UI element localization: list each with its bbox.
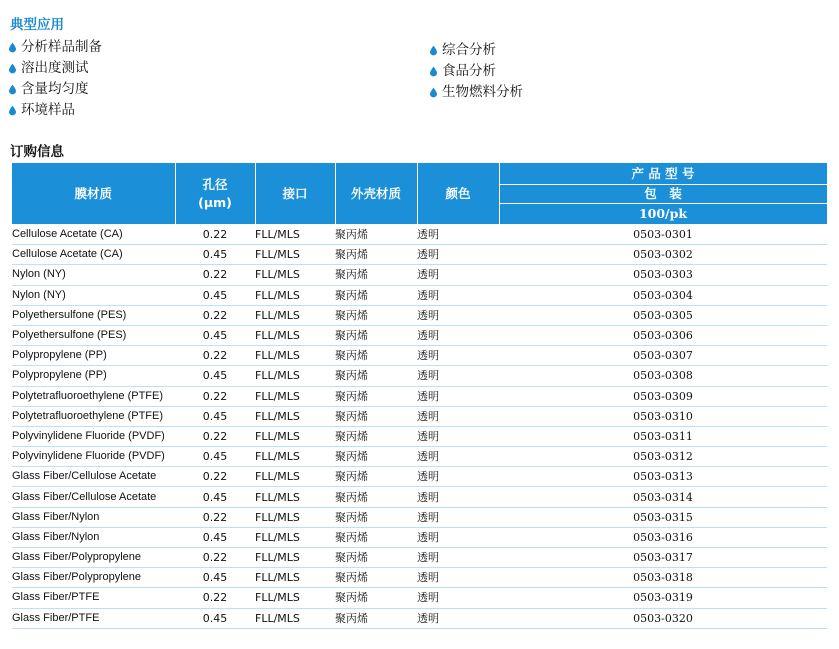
cell-material: Polyvinylidene Fluoride (PVDF) <box>12 426 175 446</box>
cell-material: Polytetrafluoroethylene (PTFE) <box>12 386 175 406</box>
cell-part-number: 0503-0314 <box>499 487 827 507</box>
cell-material: Cellulose Acetate (CA) <box>12 225 175 245</box>
cell-connector: FLL/MLS <box>255 346 335 366</box>
applications-list-right <box>430 40 523 103</box>
application-item <box>430 82 523 103</box>
table-row <box>12 548 827 568</box>
cell-part-number: 0503-0303 <box>499 265 827 285</box>
cell-material: Polyethersulfone (PES) <box>12 325 175 345</box>
cell-part-number: 0503-0312 <box>499 447 827 467</box>
header-pore-size <box>175 163 255 225</box>
cell-pore-size: 0.22 <box>175 588 255 608</box>
application-label: 食品分析 <box>442 63 496 79</box>
header-pore-label: 孔径 <box>202 176 228 192</box>
table-row <box>12 527 827 547</box>
cell-material: Polyvinylidene Fluoride (PVDF) <box>12 447 175 467</box>
cell-connector: FLL/MLS <box>255 386 335 406</box>
application-item <box>9 37 102 58</box>
cell-pore-size: 0.22 <box>175 426 255 446</box>
cell-pore-size: 0.22 <box>175 386 255 406</box>
cell-shell-material: 聚丙烯 <box>335 366 417 386</box>
cell-shell-material: 聚丙烯 <box>335 447 417 467</box>
ordering-table-body <box>12 225 827 629</box>
cell-shell-material: 聚丙烯 <box>335 507 417 527</box>
cell-shell-material: 聚丙烯 <box>335 325 417 345</box>
cell-part-number: 0503-0313 <box>499 467 827 487</box>
cell-color: 透明 <box>417 386 499 406</box>
header-material: 膜材质 <box>12 163 175 225</box>
application-label: 环境样品 <box>21 102 75 118</box>
cell-material: Glass Fiber/PTFE <box>12 588 175 608</box>
cell-pore-size: 0.22 <box>175 467 255 487</box>
cell-shell-material: 聚丙烯 <box>335 527 417 547</box>
cell-color: 透明 <box>417 325 499 345</box>
cell-shell-material: 聚丙烯 <box>335 346 417 366</box>
water-drop-icon <box>9 63 16 74</box>
cell-pore-size: 0.45 <box>175 245 255 265</box>
cell-connector: FLL/MLS <box>255 225 335 245</box>
cell-color: 透明 <box>417 487 499 507</box>
application-item <box>430 61 523 82</box>
cell-part-number: 0503-0315 <box>499 507 827 527</box>
cell-part-number: 0503-0317 <box>499 548 827 568</box>
cell-shell-material: 聚丙烯 <box>335 386 417 406</box>
header-shell: 外壳材质 <box>335 163 417 225</box>
cell-shell-material: 聚丙烯 <box>335 265 417 285</box>
application-item <box>9 58 102 79</box>
table-row <box>12 447 827 467</box>
cell-shell-material: 聚丙烯 <box>335 608 417 628</box>
cell-color: 透明 <box>417 527 499 547</box>
cell-connector: FLL/MLS <box>255 568 335 588</box>
ordering-title: 订购信息 <box>10 144 64 160</box>
water-drop-icon <box>430 66 437 77</box>
cell-pore-size: 0.22 <box>175 548 255 568</box>
cell-pore-size: 0.45 <box>175 325 255 345</box>
cell-shell-material: 聚丙烯 <box>335 568 417 588</box>
water-drop-icon <box>9 84 16 95</box>
table-row <box>12 366 827 386</box>
cell-pore-size: 0.22 <box>175 346 255 366</box>
water-drop-icon <box>430 87 437 98</box>
cell-material: Nylon (NY) <box>12 285 175 305</box>
cell-connector: FLL/MLS <box>255 608 335 628</box>
cell-material: Cellulose Acetate (CA) <box>12 245 175 265</box>
application-label: 分析样品制备 <box>21 39 102 55</box>
cell-connector: FLL/MLS <box>255 487 335 507</box>
cell-connector: FLL/MLS <box>255 527 335 547</box>
cell-connector: FLL/MLS <box>255 265 335 285</box>
table-row <box>12 325 827 345</box>
cell-material: Polyethersulfone (PES) <box>12 305 175 325</box>
cell-shell-material: 聚丙烯 <box>335 406 417 426</box>
table-row <box>12 588 827 608</box>
cell-connector: FLL/MLS <box>255 285 335 305</box>
cell-connector: FLL/MLS <box>255 305 335 325</box>
table-row <box>12 386 827 406</box>
cell-color: 透明 <box>417 426 499 446</box>
cell-pore-size: 0.45 <box>175 406 255 426</box>
table-row <box>12 487 827 507</box>
cell-color: 透明 <box>417 588 499 608</box>
table-row <box>12 225 827 245</box>
cell-connector: FLL/MLS <box>255 406 335 426</box>
application-label: 溶出度测试 <box>21 60 89 76</box>
cell-part-number: 0503-0311 <box>499 426 827 446</box>
cell-material: Glass Fiber/PTFE <box>12 608 175 628</box>
header-pack-size: 100/pk <box>499 204 827 225</box>
table-row <box>12 265 827 285</box>
header-connector: 接口 <box>255 163 335 225</box>
applications-list-left <box>9 37 102 121</box>
application-label: 含量均匀度 <box>21 81 89 97</box>
cell-connector: FLL/MLS <box>255 245 335 265</box>
header-color: 颜色 <box>417 163 499 225</box>
cell-color: 透明 <box>417 406 499 426</box>
table-row <box>12 568 827 588</box>
cell-shell-material: 聚丙烯 <box>335 225 417 245</box>
header-part-number: 产 品 型 号 <box>499 163 827 185</box>
cell-part-number: 0503-0308 <box>499 366 827 386</box>
cell-color: 透明 <box>417 366 499 386</box>
cell-connector: FLL/MLS <box>255 507 335 527</box>
cell-material: Polytetrafluoroethylene (PTFE) <box>12 406 175 426</box>
cell-pore-size: 0.22 <box>175 305 255 325</box>
cell-part-number: 0503-0302 <box>499 245 827 265</box>
cell-material: Glass Fiber/Polypropylene <box>12 568 175 588</box>
cell-connector: FLL/MLS <box>255 447 335 467</box>
application-item <box>430 40 523 61</box>
cell-part-number: 0503-0319 <box>499 588 827 608</box>
cell-pore-size: 0.45 <box>175 487 255 507</box>
cell-shell-material: 聚丙烯 <box>335 285 417 305</box>
cell-color: 透明 <box>417 225 499 245</box>
ordering-table <box>12 163 828 629</box>
cell-connector: FLL/MLS <box>255 366 335 386</box>
cell-material: Glass Fiber/Cellulose Acetate <box>12 467 175 487</box>
table-row <box>12 245 827 265</box>
cell-material: Polypropylene (PP) <box>12 346 175 366</box>
cell-pore-size: 0.22 <box>175 265 255 285</box>
cell-pore-size: 0.45 <box>175 568 255 588</box>
cell-pore-size: 0.45 <box>175 366 255 386</box>
cell-material: Glass Fiber/Nylon <box>12 507 175 527</box>
application-label: 综合分析 <box>442 42 496 58</box>
table-row <box>12 467 827 487</box>
table-row <box>12 346 827 366</box>
cell-part-number: 0503-0307 <box>499 346 827 366</box>
cell-material: Glass Fiber/Polypropylene <box>12 548 175 568</box>
cell-pore-size: 0.45 <box>175 285 255 305</box>
cell-part-number: 0503-0305 <box>499 305 827 325</box>
cell-color: 透明 <box>417 447 499 467</box>
table-row <box>12 305 827 325</box>
cell-connector: FLL/MLS <box>255 325 335 345</box>
table-row <box>12 608 827 628</box>
water-drop-icon <box>430 45 437 56</box>
cell-part-number: 0503-0309 <box>499 386 827 406</box>
cell-part-number: 0503-0318 <box>499 568 827 588</box>
cell-part-number: 0503-0316 <box>499 527 827 547</box>
cell-pore-size: 0.45 <box>175 527 255 547</box>
cell-part-number: 0503-0306 <box>499 325 827 345</box>
application-item <box>9 79 102 100</box>
cell-pore-size: 0.22 <box>175 225 255 245</box>
cell-pore-size: 0.45 <box>175 608 255 628</box>
cell-material: Glass Fiber/Cellulose Acetate <box>12 487 175 507</box>
cell-color: 透明 <box>417 305 499 325</box>
cell-shell-material: 聚丙烯 <box>335 305 417 325</box>
cell-shell-material: 聚丙烯 <box>335 426 417 446</box>
cell-shell-material: 聚丙烯 <box>335 487 417 507</box>
cell-shell-material: 聚丙烯 <box>335 588 417 608</box>
application-label: 生物燃料分析 <box>442 84 523 100</box>
cell-part-number: 0503-0310 <box>499 406 827 426</box>
cell-color: 透明 <box>417 507 499 527</box>
cell-color: 透明 <box>417 285 499 305</box>
table-row <box>12 426 827 446</box>
cell-material: Glass Fiber/Nylon <box>12 527 175 547</box>
cell-color: 透明 <box>417 568 499 588</box>
cell-connector: FLL/MLS <box>255 548 335 568</box>
cell-shell-material: 聚丙烯 <box>335 467 417 487</box>
cell-color: 透明 <box>417 265 499 285</box>
cell-shell-material: 聚丙烯 <box>335 548 417 568</box>
table-row <box>12 285 827 305</box>
application-item <box>9 100 102 121</box>
cell-pore-size: 0.45 <box>175 447 255 467</box>
cell-connector: FLL/MLS <box>255 588 335 608</box>
header-pack: 包 装 <box>499 185 827 204</box>
cell-color: 透明 <box>417 608 499 628</box>
cell-material: Polypropylene (PP) <box>12 366 175 386</box>
cell-connector: FLL/MLS <box>255 426 335 446</box>
cell-color: 透明 <box>417 548 499 568</box>
table-row <box>12 406 827 426</box>
cell-connector: FLL/MLS <box>255 467 335 487</box>
table-row <box>12 507 827 527</box>
cell-pore-size: 0.22 <box>175 507 255 527</box>
water-drop-icon <box>9 42 16 53</box>
applications-title: 典型应用 <box>10 17 64 33</box>
cell-material: Nylon (NY) <box>12 265 175 285</box>
cell-part-number: 0503-0304 <box>499 285 827 305</box>
cell-color: 透明 <box>417 346 499 366</box>
cell-color: 透明 <box>417 467 499 487</box>
cell-part-number: 0503-0320 <box>499 608 827 628</box>
cell-part-number: 0503-0301 <box>499 225 827 245</box>
water-drop-icon <box>9 105 16 116</box>
cell-color: 透明 <box>417 245 499 265</box>
header-pore-unit: (µm) <box>198 194 232 210</box>
cell-shell-material: 聚丙烯 <box>335 245 417 265</box>
